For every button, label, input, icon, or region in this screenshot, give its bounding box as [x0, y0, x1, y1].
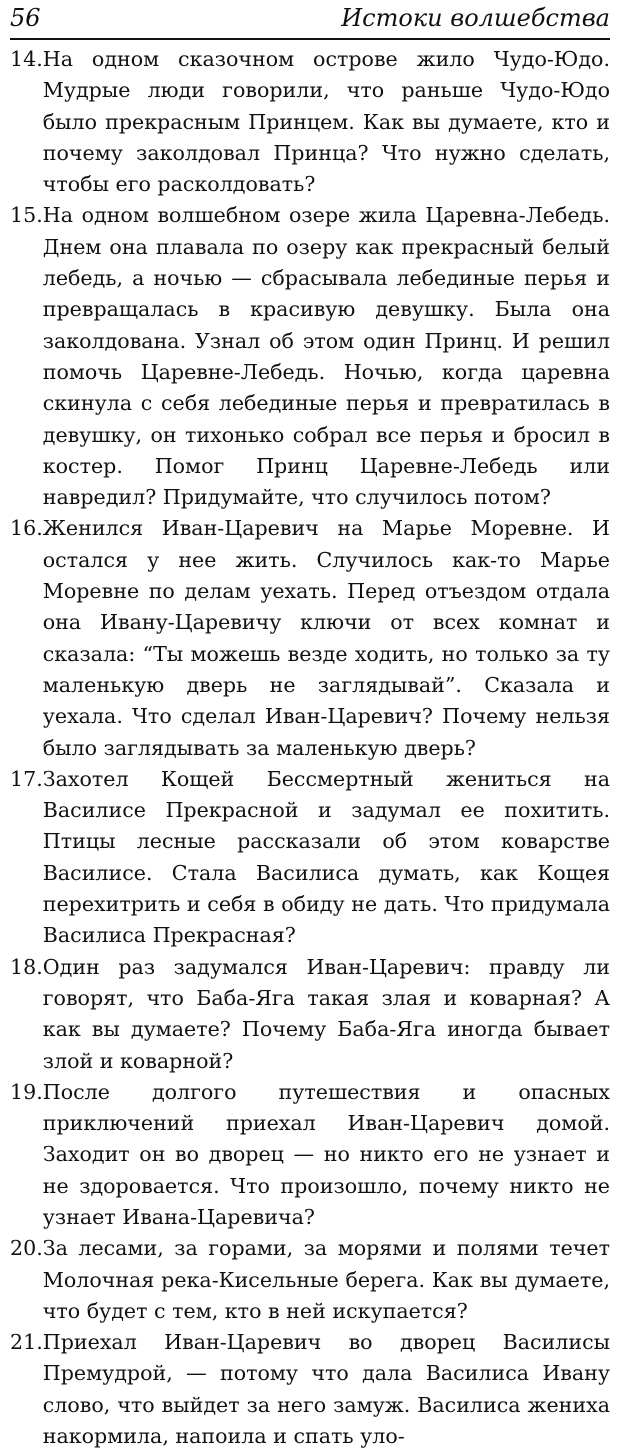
- question-number: 18.: [10, 954, 43, 979]
- question-list: [10, 44, 610, 1452]
- question-number: 19.: [10, 1079, 43, 1104]
- question-text: Женился Иван-Царевич на Марье Моревне. И остался у нее жить. Случилось как-то Марье Моревне по делам уехать. Перед отъездом отдала она Ивану-Царевичу ключи от всех комнат и сказала: “Ты можешь везде ходить, но только за ту маленькую дверь не заглядывай”. Сказала и уехала. Что сделал Иван-Царевич? Почему нельзя было заглядывать за маленькую дверь?: [42, 516, 610, 760]
- question-item-16: [10, 513, 610, 763]
- question-text: После долгого путешествия и опасных приключений приехал Иван-Царевич домой. Заходит он во дворец — но никто его не узнает и не здоровается. Что произошло, почему никто не узнает Ивана-Царевича?: [42, 1079, 610, 1229]
- question-number: 15.: [10, 203, 43, 228]
- question-text: На одном сказочном острове жило Чудо-Юдо. Мудрые люди говорили, что раньше Чудо-Юдо было прекрасным Принцем. Как вы думаете, кто и почему заколдовал Принца? Что нужно сделать, чтобы его расколдовать?: [42, 47, 610, 197]
- header-rule: [10, 38, 610, 40]
- question-text: Захотел Кощей Бессмертный жениться на Василисе Прекрасной и задумал ее похитить. Птицы лесные рассказали об этом коварстве Василисе. Стала Василиса думать, как Кощея перехитрить и себя в обиду не дать. Что придумала Василиса Прекрасная?: [42, 766, 610, 948]
- question-text: Один раз задумался Иван-Царевич: правду ли говорят, что Баба-Яга такая злая и коварная? А как вы думаете? Почему Баба-Яга иногда бывает злой и коварной?: [42, 954, 610, 1073]
- question-item-20: [10, 1233, 610, 1327]
- question-text: Приехал Иван-Царевич во дворец Василисы Премудрой, — потому что дала Василиса Ивану слово, что выйдет за него замуж. Василиса жениха накормила, напоила и спать уло-: [42, 1330, 610, 1449]
- question-text: За лесами, за горами, за морями и полями течет Молочная река-Кисельные берега. Как вы думаете, что будет с тем, кто в ней искупается?: [42, 1236, 610, 1323]
- question-item-17: [10, 764, 610, 952]
- question-item-14: [10, 44, 610, 200]
- question-item-19: [10, 1077, 610, 1233]
- question-number: 20.: [10, 1236, 43, 1261]
- question-number: 21.: [10, 1330, 43, 1355]
- page-header: [10, 2, 610, 36]
- question-number: 17.: [10, 766, 43, 791]
- page-number: 56: [10, 4, 41, 32]
- question-item-18: [10, 952, 610, 1077]
- question-number: 16.: [10, 516, 43, 541]
- question-item-21: [10, 1327, 610, 1452]
- question-number: 14.: [10, 47, 43, 71]
- question-text: На одном волшебном озере жила Царевна-Лебедь. Днем она плавала по озеру как прекрасный белый лебедь, а ночью — сбрасывала лебединые перья и превращалась в красивую девушку. Была она заколдована. Узнал об этом один Принц. И решил помочь Царевне-Лебедь. Ночью, когда царевна скинула с себя лебединые перья и превратилась в девушку, он тихонько собрал все перья и бросил в костер. Помог Принц Царевне-Лебедь или навредил? Придумайте, что случилось потом?: [42, 203, 610, 510]
- running-title: Истоки волшебства: [341, 4, 610, 32]
- question-item-15: [10, 200, 610, 513]
